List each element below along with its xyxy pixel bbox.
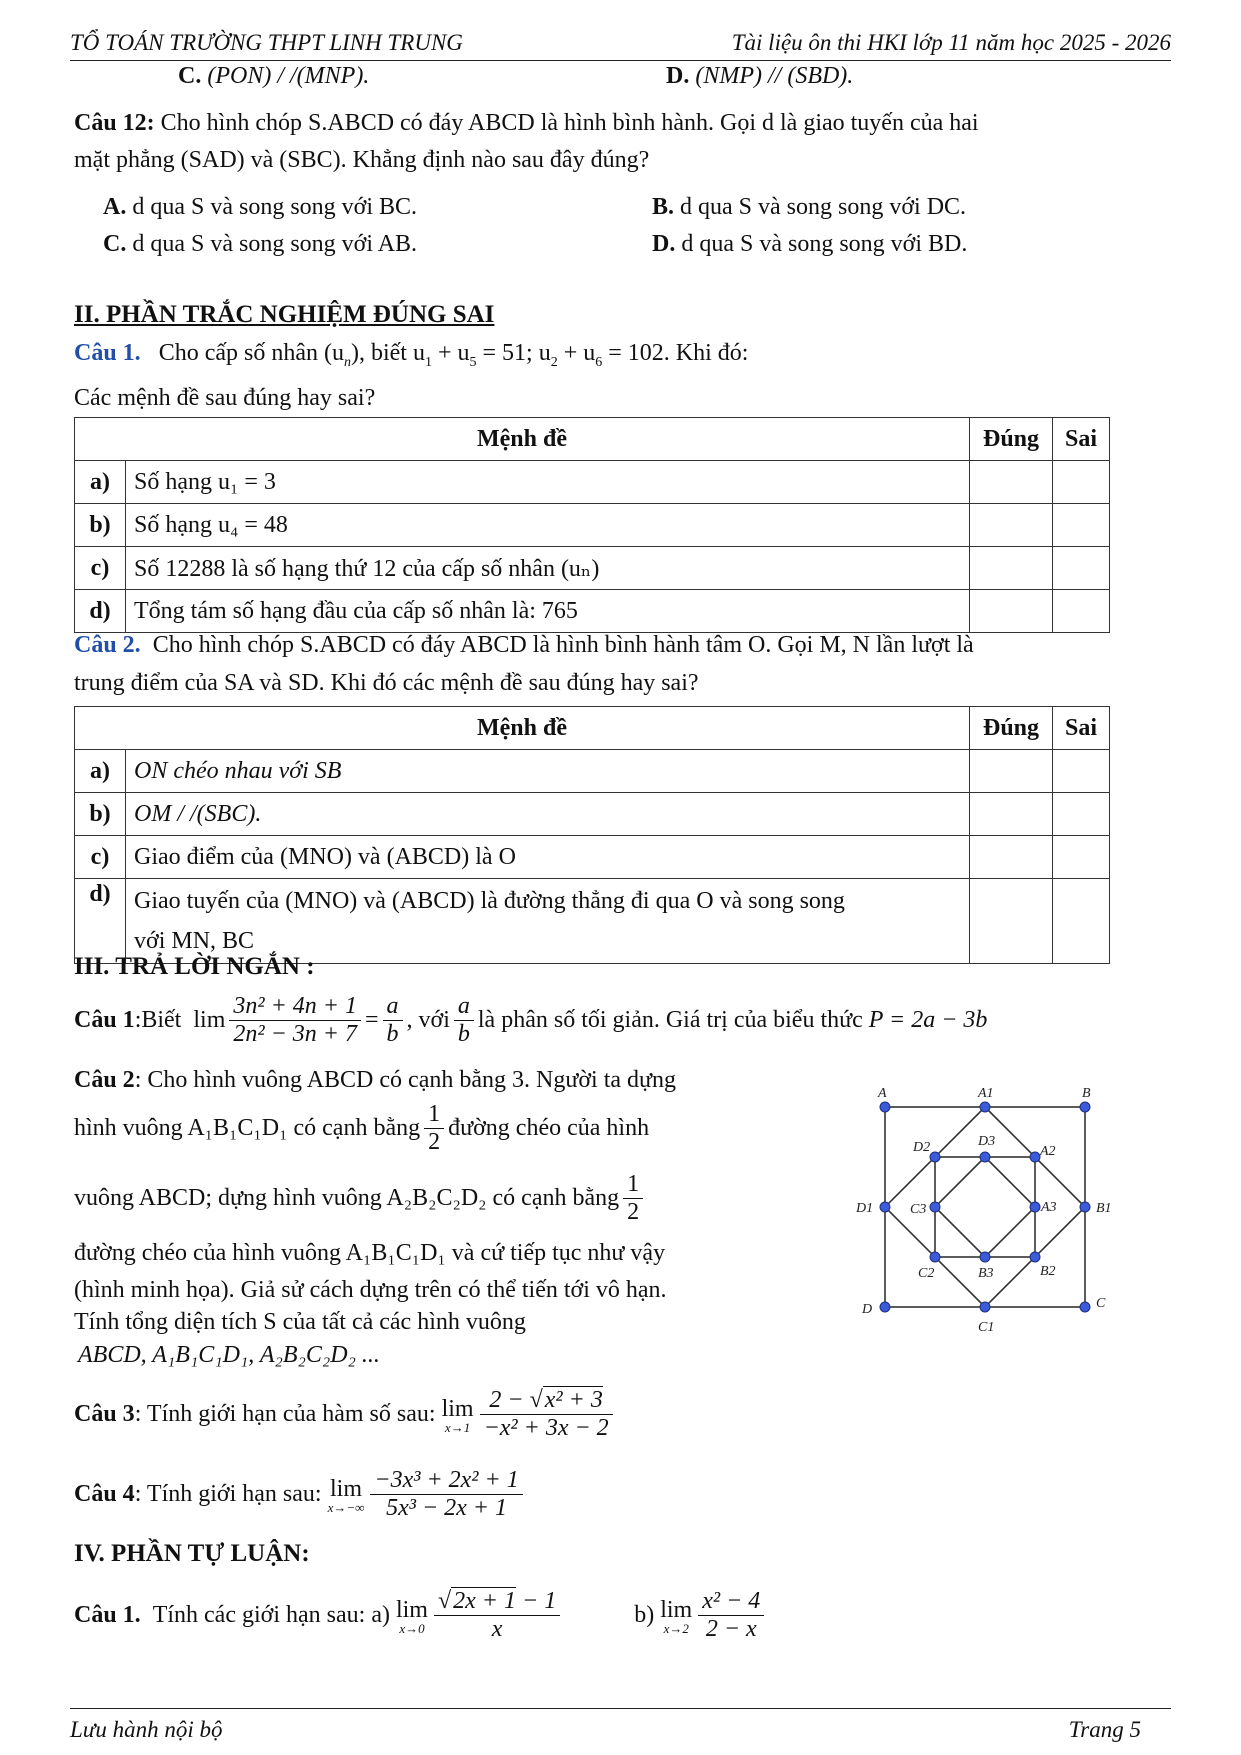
sa2-line6: Tính tổng diện tích S của tất cả các hình vuông <box>74 1309 526 1335</box>
sa3-question: Câu 3 : Tính giới hạn của hàm số sau: lim x→1 $\frac{\text{2 − √x² + 3}}{\text{−x² + 3x − 2}}$ <box>74 1382 617 1446</box>
statement-text: Số 12288 là số hạng thứ 12 của cấp số nhân (uₙ) <box>126 547 970 590</box>
label-c3: C3 <box>910 1202 927 1217</box>
header-title: Tài liệu ôn thi HKI lớp 11 năm học 2025 - 2026 <box>731 30 1171 55</box>
page-header <box>70 28 1171 61</box>
tf2-label: Câu 2. <box>74 632 141 658</box>
statement-text: ON chéo nhau với SB <box>126 750 970 793</box>
point-d <box>880 1302 890 1312</box>
false-cell[interactable] <box>1053 461 1110 504</box>
square-a3b3c3d3 <box>935 1157 1035 1257</box>
sa2-line4: đường chéo của hình vuông A₁B₁C₁D₁ và cứ tiếp tục như vậy <box>74 1240 666 1266</box>
point-a2 <box>1030 1152 1040 1162</box>
section-short-answer-title: III. TRẢ LỜI NGẮN : <box>74 953 315 980</box>
true-cell[interactable] <box>970 504 1053 547</box>
sa4-label: Câu 4 <box>74 1480 135 1507</box>
point-d3 <box>980 1152 990 1162</box>
sa4-question: Câu 4 : Tính giới hạn sau: lim x→−∞ $\frac{\text{−3x³ + 2x² + 1}}{\text{5x³ − 2x + 1}}$ <box>74 1462 527 1526</box>
header-school: TỔ TOÁN TRƯỜNG THPT LINH TRUNG <box>70 30 463 55</box>
col-statement: Mệnh đề <box>75 707 970 750</box>
prev-option-c: C. (PON) / /(MNP). <box>178 63 370 89</box>
point-a <box>880 1102 890 1112</box>
essay1-label: Câu 1. <box>74 1601 141 1628</box>
essay1-a-fraction: $\frac{√2x + 1 - 1}{x}$ <box>434 1588 560 1643</box>
true-cell[interactable] <box>970 836 1053 879</box>
sa2-line3: vuông ABCD; dựng hình vuông A₂B₂C₂D₂ có cạnh bằng $\frac{1}{2}$ <box>74 1170 647 1226</box>
true-cell[interactable] <box>970 793 1053 836</box>
label-d2: D2 <box>913 1140 931 1155</box>
square-a2b2c2d2 <box>935 1157 1035 1257</box>
tf2-question-line2: trung điểm của SA và SD. Khi đó các mệnh đề sau đúng hay sai? <box>74 670 699 696</box>
footer-note: Lưu hành nội bộ <box>70 1717 223 1742</box>
q12-line2: mặt phẳng (SAD) và (SBC). Khẳng định nào sau đây đúng? <box>74 147 650 173</box>
label-b3: B3 <box>978 1266 994 1281</box>
sa2-line1: Câu 2: Cho hình vuông ABCD có cạnh bằng 3. Người ta dựng <box>74 1067 677 1093</box>
table-header-row <box>75 707 1110 750</box>
true-cell[interactable] <box>970 750 1053 793</box>
prev-option-d: D. (NMP) // (SBD). <box>666 63 854 89</box>
false-cell[interactable] <box>1053 590 1110 633</box>
section-true-false-title: II. PHẦN TRẮC NGHIỆM ĐÚNG SAI <box>74 301 495 328</box>
col-true: Đúng <box>970 418 1053 461</box>
label-a: A <box>878 1086 887 1101</box>
false-cell[interactable] <box>1053 750 1110 793</box>
page-footer <box>70 1708 1171 1742</box>
tf2-question-line1: Câu 2. Cho hình chóp S.ABCD có đáy ABCD là hình bình hành tâm O. Gọi M, N lần lượt là <box>74 632 974 658</box>
point-d1 <box>880 1202 890 1212</box>
point-c2 <box>930 1252 940 1262</box>
essay1-question: Câu 1. Tính các giới hạn sau: a) lim x→0 $\frac{√2x + 1 - 1}{x}$ b) lim x→2 $\frac{\text{x² − 4}}{2 - x}$ <box>74 1580 768 1650</box>
q12-line1: Câu 12: Cho hình chóp S.ABCD có đáy ABCD là hình bình hành. Gọi d là giao tuyến của hai <box>74 110 979 136</box>
point-d2 <box>930 1152 940 1162</box>
label-c: C <box>1096 1296 1106 1311</box>
false-cell[interactable] <box>1053 836 1110 879</box>
statement-text: Giao điểm của (MNO) và (ABCD) là O <box>126 836 970 879</box>
tf1-table <box>74 417 1110 633</box>
table-row: c) Giao điểm của (MNO) và (ABCD) là O <box>75 836 1110 879</box>
page-number: Trang 5 <box>1068 1717 1141 1742</box>
sa2-line5: (hình minh họa). Giả sử cách dựng trên có thể tiến tới vô hạn. <box>74 1277 667 1303</box>
point-c <box>1080 1302 1090 1312</box>
sa1-question: Câu 1 :Biết lim $\frac{\text{3n² + 4n + 1}}{\text{2n² − 3n + 7}}$ = $\frac{a}{b}$ , với $\frac{a}{b}$ là phân số tối giản. Giá trị của biểu thức P = 2a − 3b <box>74 992 988 1047</box>
section-essay-title: IV. PHẦN TỰ LUẬN: <box>74 1540 310 1567</box>
label-a1: A1 <box>978 1086 994 1101</box>
table-row: d) Giao tuyến của (MNO) và (ABCD) là đường thẳng đi qua O và song song với MN, BC <box>75 879 1110 964</box>
tf2-table <box>74 706 1110 964</box>
q12-option-c: C. d qua S và song song với AB. <box>103 231 418 257</box>
sa3-label: Câu 3 <box>74 1400 135 1427</box>
q12-label: Câu 12: <box>74 110 155 136</box>
q12-option-d: D. d qua S và song song với BD. <box>652 231 968 257</box>
table-row: d) Tổng tám số hạng đầu của cấp số nhân là: 765 <box>75 590 1110 633</box>
tf1-prompt: Các mệnh đề sau đúng hay sai? <box>74 385 376 411</box>
statement-text: Tổng tám số hạng đầu của cấp số nhân là: 765 <box>126 590 970 633</box>
point-b1 <box>1080 1202 1090 1212</box>
true-cell[interactable] <box>970 879 1053 964</box>
sa2-line2: hình vuông A₁B₁C₁D₁ có cạnh bằng $\frac{1}{2}$ đường chéo của hình <box>74 1100 650 1155</box>
table-row: b) Số hạng u₄ = 48 <box>75 504 1110 547</box>
col-false: Sai <box>1053 418 1110 461</box>
sa2-label: Câu 2 <box>74 1067 135 1093</box>
point-b <box>1080 1102 1090 1112</box>
sa3-fraction: $\frac{\text{2 − √x² + 3}}{\text{−x² + 3x − 2}}$ <box>480 1387 613 1442</box>
point-b3 <box>980 1252 990 1262</box>
true-cell[interactable] <box>970 590 1053 633</box>
sa2-line7: ABCD, A₁B₁C₁D₁, A₂B₂C₂D₂ ... <box>78 1342 380 1368</box>
point-a1 <box>980 1102 990 1112</box>
true-cell[interactable] <box>970 547 1053 590</box>
table-row: a) ON chéo nhau với SB <box>75 750 1110 793</box>
label-b1: B1 <box>1096 1201 1112 1216</box>
point-c3 <box>930 1202 940 1212</box>
label-a3: A3 <box>1041 1200 1057 1215</box>
point-c1 <box>980 1302 990 1312</box>
label-d1: D1 <box>856 1201 874 1216</box>
label-d: D <box>862 1302 873 1317</box>
prev-option-d-text: (NMP) // (SBD). <box>695 63 854 89</box>
sa4-fraction: $\frac{\text{−3x³ + 2x² + 1}}{\text{5x³ − 2x + 1}}$ <box>370 1467 522 1522</box>
tf1-label: Câu 1. <box>74 340 141 366</box>
nested-squares-figure <box>840 1085 1160 1365</box>
statement-text: Số hạng u₁ = 3 <box>126 461 970 504</box>
statement-text: Giao tuyến của (MNO) và (ABCD) là đường thẳng đi qua O và song song với MN, BC <box>126 879 970 964</box>
table-row: c) Số 12288 là số hạng thứ 12 của cấp số nhân (uₙ) <box>75 547 1110 590</box>
true-cell[interactable] <box>970 461 1053 504</box>
label-b: B <box>1082 1086 1091 1101</box>
q12-option-b: B. d qua S và song song với DC. <box>652 194 967 220</box>
prev-option-c-text: (PON) / /(MNP). <box>207 63 370 89</box>
label-a2: A2 <box>1040 1144 1056 1159</box>
col-false: Sai <box>1053 707 1110 750</box>
table-header-row <box>75 418 1110 461</box>
label-c2: C2 <box>918 1266 935 1281</box>
label-b2: B2 <box>1040 1264 1056 1279</box>
false-cell[interactable] <box>1053 879 1110 964</box>
table-row: b) OM / /(SBC). <box>75 793 1110 836</box>
point-a3 <box>1030 1202 1040 1212</box>
label-d3: D3 <box>978 1134 996 1149</box>
false-cell[interactable] <box>1053 547 1110 590</box>
false-cell[interactable] <box>1053 793 1110 836</box>
sa1-label: Câu 1 <box>74 1006 135 1033</box>
q12-option-a: A. d qua S và song song với BC. <box>103 194 418 220</box>
statement-text: OM / /(SBC). <box>126 793 970 836</box>
col-statement: Mệnh đề <box>75 418 970 461</box>
sa1-fraction: $\frac{\text{3n² + 4n + 1}}{\text{2n² − 3n + 7}}$ <box>229 993 361 1048</box>
false-cell[interactable] <box>1053 504 1110 547</box>
tf1-question: Câu 1. Cho cấp số nhân $(u_n)$, biết $u_1 + u_5 = 51$; $u_2 + u_6 = 102$. Khi đó: <box>74 340 749 370</box>
point-b2 <box>1030 1252 1040 1262</box>
label-c1: C1 <box>978 1320 995 1335</box>
table-row: a) Số hạng u₁ = 3 <box>75 461 1110 504</box>
essay1-b-fraction: $\frac{\text{x² − 4}}{2 - x}$ <box>698 1588 764 1643</box>
col-true: Đúng <box>970 707 1053 750</box>
statement-text: Số hạng u₄ = 48 <box>126 504 970 547</box>
